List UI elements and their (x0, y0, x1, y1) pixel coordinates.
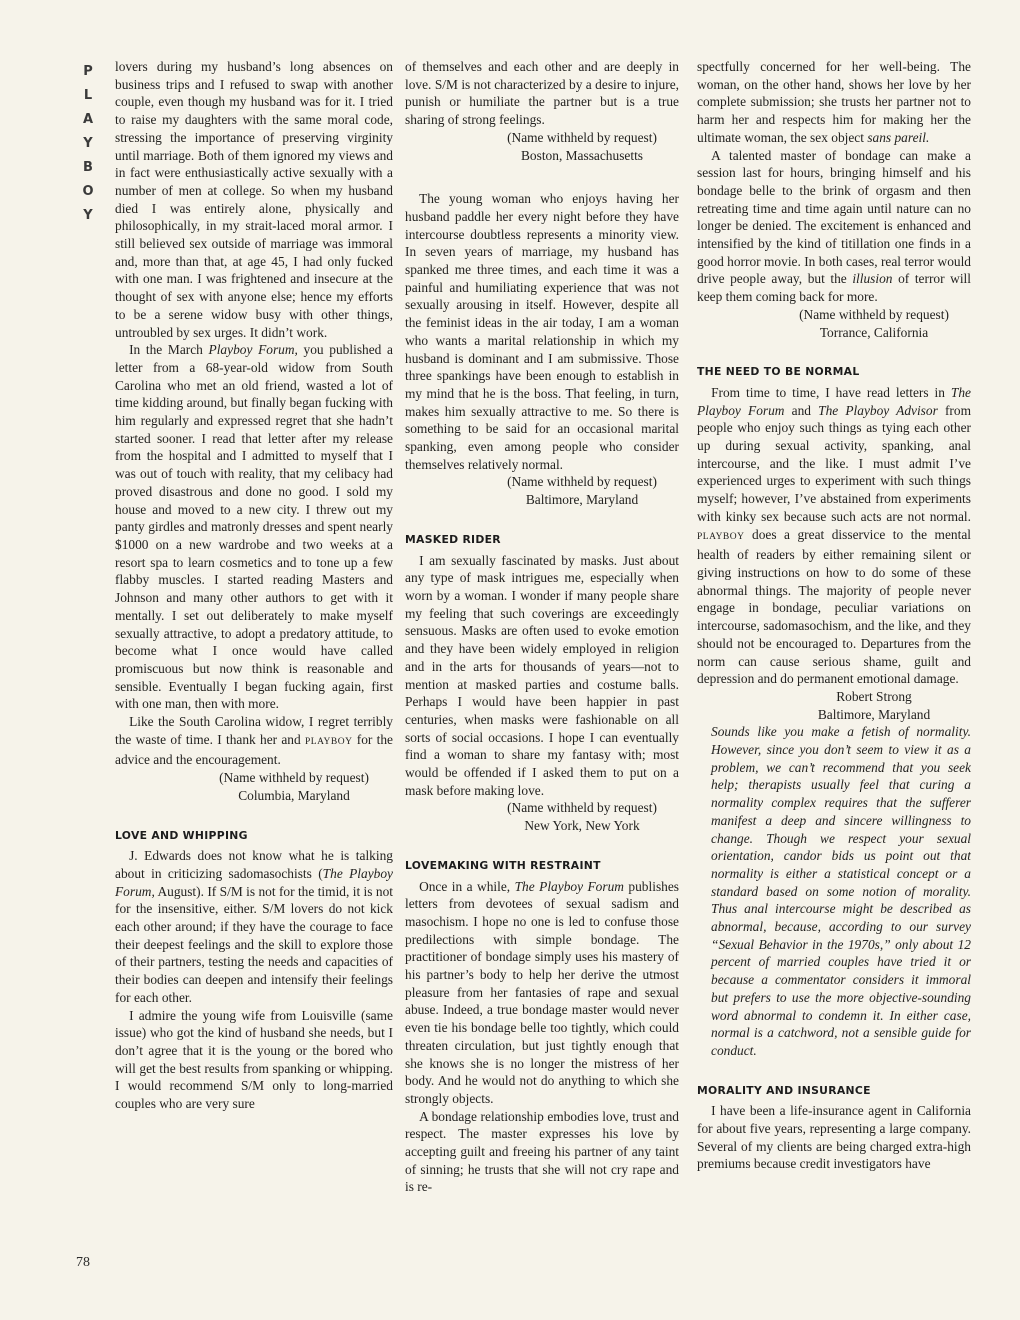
title-letter: Y (83, 208, 93, 223)
column-2 (405, 58, 679, 1308)
title-letter: O (82, 184, 94, 199)
page-number: 78 (76, 1255, 90, 1270)
paragraph: spectfully concerned for her well-being. The woman, on the other hand, shows her love by her complete submission; she trusts her partner not to harm her and respects him for making her the ultimate woman, the sex object sans pareil. (697, 59, 971, 145)
editor-reply: Sounds like you make a fetish of normality. However, since you don’t seem to view it as a problem, we can’t recommend that you seek help; therapists usually feel that curing a normality complex requires that the sufferer manifest a deep and sincere willingness to change. Though we respect your sexual orientation, candor bids us point out that normality is either a statistical concept or a standard based on some notion of morality. Thus anal intercourse might be described as abnormal, because, according to our survey “Sexual Behavior in the 1970s,” only about 12 percent of married couples have tried it or because a commentator considers it immoral but prefers to use the more objective-sounding word abnormal to condemn it. In either case, normal is a catchword, not a sensible guide for conduct. (711, 724, 971, 1058)
paragraph: Once in a while, The Playboy Forum publishes letters from devotees of sexual sadism and masochism. I hope no one is led to confuse those predilections with simple bondage. The practitioner of bondage simply uses his mastery of his partner’s body to help her derive the utmost pleasure from her fantasies of rape and sexual abuse. Indeed, a true bondage master would never even tie his bondage belle too tightly, which could threaten circulation, but just tightly enough that she knows she is no longer the mistress of her body. And he would not do anything to which she strongly objects. (405, 878, 679, 1106)
paragraph: From time to time, I have read letters in The Playboy Forum and The Playboy Advisor from people who enjoy such things as tying each other up during sexual activity, spanking, anal intercourse, and the like. I must admit I’ve experienced urges to experiment with such things myself; however, I’ve abstained from experiments with kinky sex because such acts are not normal. PLAYBOY does a great disservice to the mental health of readers by either remaining silent or giving instructions on how to do some of these abnormal things. The majority of people never engage in bondage, peculiar variations on intercourse, sadomasochism, and the like, and they should not be encouraged to. Departures from the norm can cause serious shame, guilt and depression and do permanent emotional damage. (697, 384, 971, 687)
paragraph: of themselves and each other and are deeply in love. S/M is not characterized by a desire to injure, punish or humiliate the partner but is a true sharing of strong feelings. (405, 59, 679, 128)
section-heading: LOVEMAKING WITH RESTRAINT (405, 858, 601, 872)
section-heading: LOVE AND WHIPPING (115, 828, 248, 842)
title-letter: L (83, 88, 93, 103)
title-letter: B (83, 160, 93, 175)
signature-name: (Name withheld by request) (507, 129, 657, 145)
title-letter: P (83, 64, 93, 79)
title-letter: A (82, 112, 94, 127)
section-heading: THE NEED TO BE NORMAL (697, 365, 860, 379)
paragraph: I am sexually fascinated by masks. Just about any type of mask intrigues me, especially when worn by a woman. I wonder if many people share my feeling that such coverings are exceedingly sensuous. Masks are often used to evoke emotion and they have been widely employed in religion and in the arts for thousands of years—not to mention at masked parties and costume balls. Perhaps I would have been happier in past centuries, when masks were fashionable on all sorts of social occasions. I hope I can eventually find a woman to share my fantasy with; most would be offended if I asked them to put on a mask before making love. (405, 552, 679, 798)
paragraph: The young woman who enjoys having her husband paddle her every night before they have intercourse doubtless represents a minority view. In seven years of marriage, my husband has spanked me three times, and each time it was a painful and humiliating experience that was not sexually arousing in itself. However, despite all the feminist ideas in the air today, I am a woman who wants a marital relationship in which my husband is dominant and I am submissive. Those three spankings have been enough to establish in my mind that he is the boss. That feeling, in turn, makes him sexually attractive to me. So there is something to be said for an occasional marital spanking, even among people who consider themselves relatively normal. (405, 191, 679, 472)
signature-location: Boston, Massachusetts (521, 147, 643, 163)
signature-location: New York, New York (524, 818, 640, 834)
section-heading: MORALITY AND INSURANCE (697, 1083, 871, 1097)
title-letter: Y (83, 136, 93, 151)
column-1 (115, 58, 393, 1308)
signature-location: Torrance, California (819, 324, 929, 340)
paragraph: I admire the young wife from Louisville (same issue) who got the kind of husband she needs, but I don’t agree that it is the young or the bored who will get the best results from spanking or whipping. I would recommend S/M only to long-married couples who are very sure (115, 1007, 393, 1112)
paragraph: A talented master of bondage can make a session last for hours, bringing himself and his bondage belle to the brink of orgasm and then retreating time and time again until nature can no longer be denied. The excitement is enhanced and intensified by the kind of titillation one finds in a good horror movie. In both cases, real terror would drive people away, but the illusion of terror will keep them coming back for more. (697, 147, 971, 305)
magazine-side-title (80, 60, 96, 228)
paragraph: lovers during my husband’s long absences on business trips and I refused to swap with another couple, even though my husband was for it. I tried to raise my daughters with the same moral code, stressing the importance of preserving virginity until marriage. Both of them ignored my views and in fact were enthusiastically active sexually with a number of men at college. So when my husband died I was entirely alone, physically and philosophically, in my strait-laced moral armor. I still believed sex outside of marriage was immoral and, more than that, at age 45, I had only fucked with one man. I was frightened and insecure at the thought of sex with anyone else; hence my efforts to be a serene widow busy with other things, untroubled by sex urges. It didn’t work. (115, 59, 393, 340)
signature-name: (Name withheld by request) (219, 770, 369, 786)
signature-name: (Name withheld by request) (507, 474, 657, 490)
column-3 (697, 58, 971, 1308)
paragraph: Like the South Carolina widow, I regret terribly the waste of time. I thank her and PLAYBOY for the advice and the encouragement. (115, 714, 393, 768)
signature-location: Columbia, Maryland (238, 787, 350, 803)
signature-name: Robert Strong (836, 688, 912, 704)
signature-location: Baltimore, Maryland (817, 706, 931, 722)
signature-location: Baltimore, Maryland (525, 492, 639, 508)
signature-name: (Name withheld by request) (507, 800, 657, 816)
paragraph: J. Edwards does not know what he is talking about in criticizing sadomasochists (The Playboy Forum, August). If S/M is not for the timid, it is not for the insensitive, either. S/M lovers do not kick each other around; if they have the courage to face their deepest feelings and the skill to explore those of their partners, testing the needs and capacities of their bodies can deepen and intensify their feelings for each other. (115, 848, 393, 1005)
paragraph: I have been a life-insurance agent in California for about five years, representing a large company. Several of my clients are being charged extra-high premiums because credit investigators have (697, 1103, 971, 1172)
paragraph: A bondage relationship embodies love, trust and respect. The master expresses his love by accepting guilt and freeing his partner of any taint of sinning; he trusts that she will not cry rape and is re- (405, 1108, 679, 1195)
signature-name: (Name withheld by request) (799, 306, 949, 322)
paragraph: In the March Playboy Forum, you published a letter from a 68-year-old widow from South Carolina who met an old friend, wasted a lot of time kidding around, but finally began fucking with him regularly and expressed regret that she hadn’t started sooner. I read that letter after my release from the hospital and I admitted to myself that I was out of touch with reality, that my celibacy had proved disastrous and done no good. I sold my house and moved to a new city. I threw out my panty girdles and matronly dresses and spent nearly $1000 on a new wardrobe and two weeks at a resort spa to learn cosmetics and to tone up a few flabby muscles. I started reading Masters and Johnson and many other authors to get with it mentally. I set out deliberately to make myself sexually attractive, to adopt a predatory attitude, to become what I once would have called promiscuous but now think is reasonable and sensible. Eventually I began fucking again, first with one man, then with more. (115, 342, 393, 712)
section-heading: MASKED RIDER (405, 532, 501, 546)
